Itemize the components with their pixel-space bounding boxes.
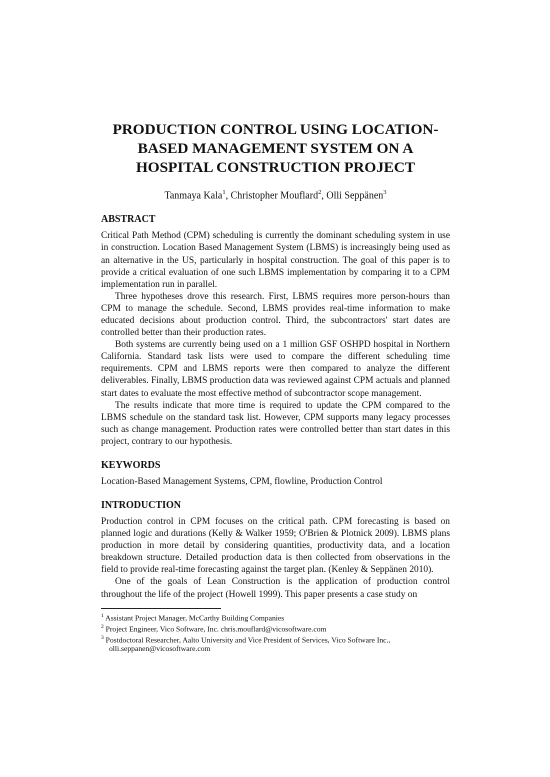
author-mark: 1 xyxy=(222,189,226,196)
author-mark: 3 xyxy=(383,189,387,196)
abstract-paragraph: The results indicate that more time is required to update the CPM compared to the LBMS schedule on the standard task list. However, CPM supports many legacy processes such as change management. Production rates were controlled better than start dates in this project, contrary to our hypothesis. xyxy=(101,400,450,447)
footnote-mark: 1 xyxy=(101,612,104,619)
author-separator: , xyxy=(321,190,327,202)
abstract-paragraph: Critical Path Method (CPM) scheduling is currently the dominant scheduling system in use in construction. Location Based Management System (LBMS) is increasingly being used as an alternative in the US, particularly in hospital construction. The goal of this paper is to provide a critical evaluation of one such LBMS implementation by comparing it to a CPM implementation run in parallel. xyxy=(101,231,450,290)
abstract-paragraph: Three hypotheses drove this research. First, LBMS requires more person-hours than CPM to manage the schedule. Second, LBMS provides real-time information to make educated decisions about production control. Third, the subcontractors' start dates are controlled better than their production rates. xyxy=(101,291,450,339)
title-line: HOSPITAL CONSTRUCTION PROJECT xyxy=(135,159,416,176)
introduction-heading: INTRODUCTION xyxy=(101,500,182,512)
author-name: Olli Seppänen xyxy=(326,190,384,202)
author-name: Christopher Mouflard xyxy=(230,190,319,202)
abstract-heading: ABSTRACT xyxy=(101,214,156,226)
footnote xyxy=(101,634,450,654)
footnote xyxy=(101,623,450,634)
keywords-text: Location-Based Management Systems, CPM, flowline, Production Control xyxy=(101,477,383,488)
footnote-text: Postdoctoral Researcher, Aalto University and Vice President of Services, Vico Software Inc., xyxy=(105,635,391,645)
footnote-divider xyxy=(101,608,221,609)
introduction-paragraph: One of the goals of Lean Construction is the application of production control throughout the life of the project (Howell 1999). This paper presents a case study on xyxy=(101,577,450,600)
paper-title xyxy=(101,120,450,177)
author-name: Tanmaya Kala xyxy=(164,190,223,202)
footnote-mark: 3 xyxy=(101,634,104,641)
author-list xyxy=(101,186,450,202)
abstract-paragraph: Both systems are currently being used on a 1 million GSF OSHPD hospital in Northern California. Standard task lists were used to compare the different scheduling time requirements. CPM and LBMS reports were then compared to analyze the different deliverables. Finally, LBMS production data was reviewed against CPM actuals and planned start dates to evaluate the most effective method of subcontractor scope management. xyxy=(101,340,450,399)
footnote-continuation: olli.seppanen@vicosoftware.com xyxy=(109,644,211,654)
introduction-paragraph: Production control in CPM focuses on the critical path. CPM forecasting is based on planned logic and durations (Kelly & Walker 1959; O'Brien & Plotnick 2009). LBMS plans production in more detail by considering quantities, productivity data, and a location breakdown structure. Detailed production data is then collected from observations in the field to provide real-time forecasting against the target plan. (Kenley & Seppänen 2010). xyxy=(101,517,450,576)
footnote-text: Assistant Project Manager, McCarthy Building Companies xyxy=(105,613,285,623)
footnote-text: Project Engineer, Vico Software, Inc. chris.mouflard@vicosoftware.com xyxy=(105,624,327,634)
author-separator: , xyxy=(225,190,231,202)
footnote-mark: 2 xyxy=(101,623,104,630)
keywords-heading: KEYWORDS xyxy=(101,460,161,472)
paper-content xyxy=(101,120,450,654)
title-line: PRODUCTION CONTROL USING LOCATION- xyxy=(112,121,439,138)
author-mark: 2 xyxy=(318,189,322,196)
title-line: BASED MANAGEMENT SYSTEM ON A xyxy=(137,140,414,157)
footnote xyxy=(101,612,450,623)
